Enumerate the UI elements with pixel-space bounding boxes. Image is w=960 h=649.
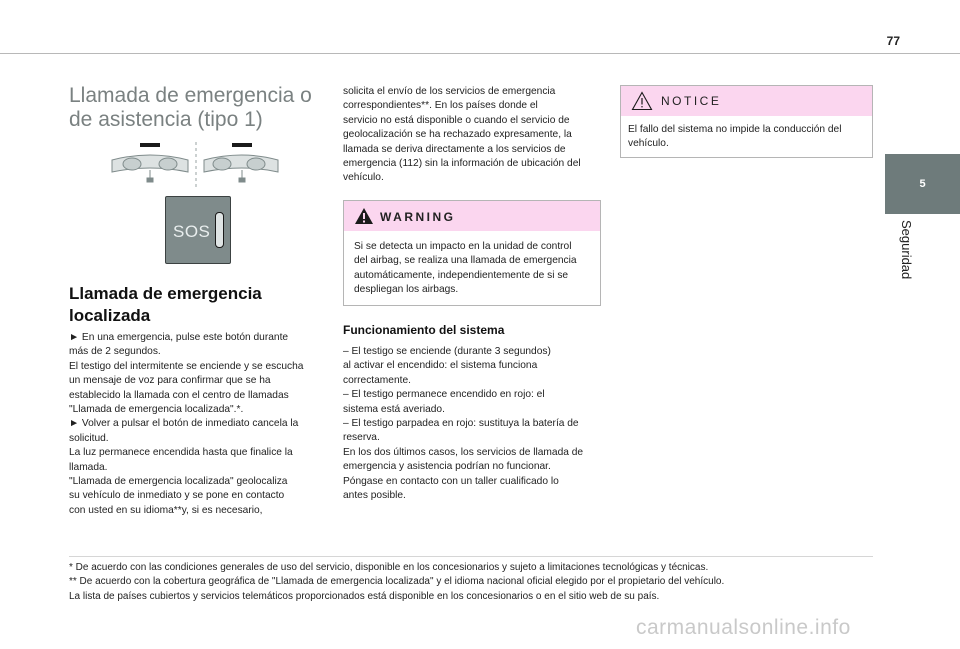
dashboard-right-icon (204, 143, 278, 182)
text-line: automáticamente, independientemente de si se (354, 269, 569, 281)
warning-triangle-icon (354, 207, 374, 225)
chapter-number: 5 (919, 178, 926, 190)
text-line: El testigo del intermitente se enciende y se escucha (69, 360, 304, 372)
page-number: 77 (886, 34, 900, 48)
footnote: La lista de países cubiertos y servicios telemáticos proporcionados está disponible en los concesionarios o en el sitio web de su país. (69, 590, 660, 602)
text-line: del airbag, se realiza una llamada de emergencia (354, 255, 577, 267)
text-line: con usted en su idioma**y, si es necesario, (69, 504, 263, 516)
watermark: carmanualsonline.info (636, 616, 851, 639)
text-line: geolocalización se ha rechazado expresamente, la (343, 129, 572, 141)
text-line: vehículo. (343, 172, 384, 184)
footnotes (69, 561, 875, 604)
chapter-label-text: Seguridad (899, 220, 914, 280)
text-line: emergencia (112) sin la información de ubicación del (343, 158, 581, 170)
text-line: Póngase en contacto con un taller cualificado lo (343, 475, 559, 487)
text-line: – El testigo se enciende (durante 3 segundos) (343, 346, 551, 357)
text-line: sistema está averiado. (343, 403, 445, 415)
sos-button-panel (165, 196, 231, 264)
warning-title: WARNING (380, 210, 456, 224)
notice-body (628, 123, 868, 152)
system-operation-list (343, 345, 605, 503)
text-line: La luz permanece encendida hasta que finalice la (69, 447, 293, 459)
text-line: "Llamada de emergencia localizada" geolocaliza (69, 476, 288, 488)
text-line: llamada se deriva directamente a los servicios de (343, 143, 566, 155)
col1-body (69, 331, 327, 518)
footnote: ** De acuerdo con la cobertura geográfica de "Llamada de emergencia localizada" y el idioma nacional oficial elegido por el propietario del vehículo. (69, 576, 725, 588)
text-line: más de 2 segundos. (69, 346, 161, 358)
col2-body (343, 85, 605, 186)
notice-title: NOTICE (661, 94, 722, 108)
text-line: "Llamada de emergencia localizada".*. (69, 404, 244, 416)
footnote: * De acuerdo con las condiciones generales de uso del servicio, disponible en los concesionarios y sujeto a limitaciones tecnológicas y técnicas. (69, 562, 709, 573)
notice-box (620, 85, 873, 158)
text-line: servicio no está disponible o cuando el servicio de (343, 114, 570, 126)
text-line: correspondientes**. En los países donde el (343, 100, 538, 112)
text-line: al activar el encendido: el sistema funciona (343, 360, 538, 372)
section-title-system-operation: Funcionamiento del sistema (343, 323, 505, 337)
text-line: solicitud. (69, 432, 109, 444)
warning-box (343, 200, 601, 306)
text-line: solicita el envío de los servicios de emergencia (343, 86, 556, 97)
text-line: ► Volver a pulsar el botón de inmediato cancela la (69, 418, 299, 430)
text-line: El fallo del sistema no impide la conducción del (628, 124, 842, 135)
dashboard-left-icon (112, 143, 188, 182)
footnote-rule (69, 556, 873, 557)
chapter-tab[interactable] (885, 154, 960, 214)
text-line: En los dos últimos casos, los servicios de llamada de (343, 446, 584, 458)
text-line: vehículo. (628, 138, 669, 150)
sos-button[interactable] (215, 212, 224, 248)
text-line: correctamente. (343, 374, 411, 386)
warning-header (344, 201, 600, 231)
text-line: despliegan los airbags. (354, 284, 459, 296)
main-title: Llamada de emergencia o de asistencia (tipo 1) (69, 84, 312, 131)
chapter-label (885, 218, 960, 328)
text-line: su vehículo de inmediato y se pone en contacto (69, 490, 285, 502)
text-line: ► En una emergencia, pulse este botón durante (69, 332, 289, 343)
header-rule (0, 53, 960, 54)
text-line: – El testigo parpadea en rojo: sustituya la batería de (343, 418, 579, 430)
warning-body (354, 240, 594, 298)
dashboard-illustration (110, 140, 280, 190)
text-line: emergencia y asistencia podrían no funcionar. (343, 461, 551, 473)
text-line: Si se detecta un impacto en la unidad de control (354, 241, 572, 252)
text-line: llamada. (69, 461, 108, 473)
text-line: reserva. (343, 432, 380, 444)
text-line: un mensaje de voz para confirmar que se ha (69, 375, 271, 387)
section-title-localized-call: Llamada de emergencia localizada (69, 284, 262, 325)
text-line: – El testigo permanece encendido en rojo: el (343, 389, 545, 401)
text-line: antes posible. (343, 490, 406, 502)
text-line: establecido la llamada con el centro de llamadas (69, 389, 289, 401)
notice-triangle-icon (631, 91, 653, 111)
notice-header (621, 86, 872, 116)
sos-label: SOS (173, 222, 211, 241)
